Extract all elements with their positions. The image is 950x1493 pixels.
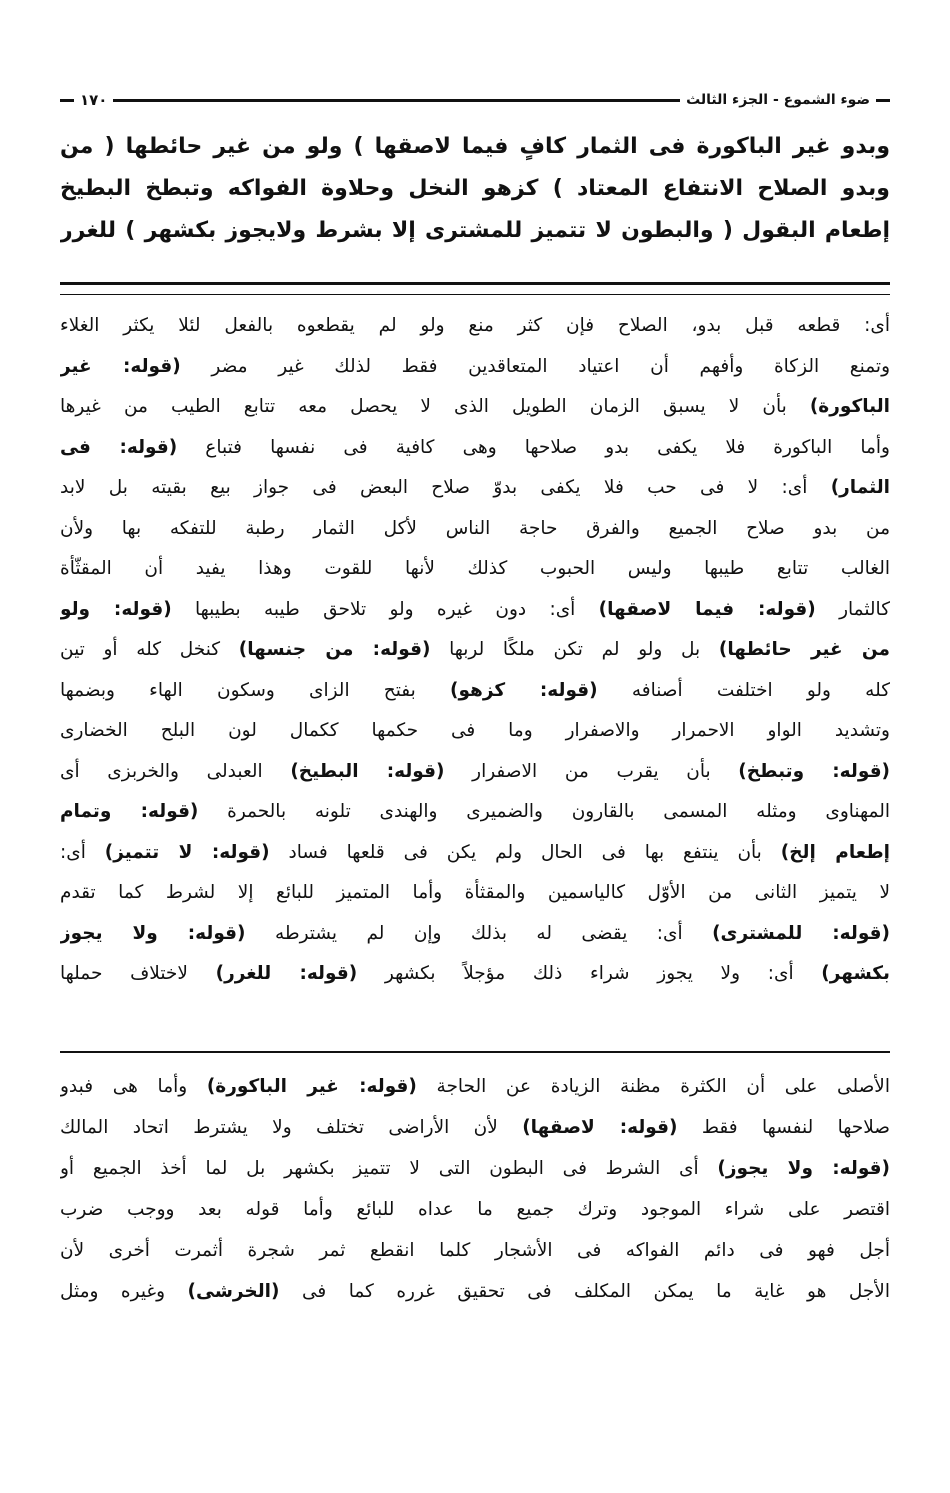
quoted-lemma: (قوله: للغرر)	[215, 963, 358, 984]
quoted-lemma: (قوله: للمشترى)	[712, 922, 890, 944]
quoted-lemma: الباكورة)	[809, 396, 890, 417]
quoted-lemma: (قوله: من جنسها)	[238, 639, 431, 660]
text-segment: بأن يقرب من الاصفرار	[444, 760, 739, 782]
text-segment: لاختلاف حملها	[60, 963, 216, 984]
text-segment: وغيره ومثل	[60, 1281, 188, 1302]
running-header	[60, 88, 890, 112]
text-segment: أى:	[60, 841, 105, 863]
quoted-lemma: (الخرشى)	[187, 1281, 280, 1302]
quoted-lemma: (قوله: وتمام	[60, 801, 199, 822]
text-line	[60, 711, 890, 752]
text-segment: صلاحها لنفسها فقط	[677, 1117, 890, 1138]
text-segment: بل ولو لم تكن ملكًا لربها	[430, 639, 719, 660]
text-line	[60, 428, 890, 469]
quoted-lemma: (قوله: ولا يجوز)	[717, 1158, 890, 1179]
text-line	[60, 126, 890, 168]
text-segment: أى: يقضى له بذلك وإن لم يشترطه	[245, 922, 713, 944]
text-segment: كالثمار	[815, 598, 890, 620]
text-line	[60, 873, 890, 914]
quoted-lemma: الثمار)	[830, 477, 890, 498]
text-line	[60, 1271, 890, 1312]
text-segment: وتشديد الواو الاحمرار والاصفرار وما فى حكمها ككمال لون البلح الخضارى	[60, 720, 890, 741]
text-segment: العبدلى والخربزى أى	[60, 760, 291, 782]
quoted-lemma: (قوله: فيما لاصقها)	[598, 598, 816, 620]
quoted-lemma: إطعام البقول ( والبطون لا تتميز للمشترى إلا بشرط ولايجوز بكشهر ) للغرر	[60, 218, 890, 243]
text-line	[60, 914, 890, 955]
text-segment: أجل فهو فى دائم الفواكه فى الأشجار كلما انقطع ثمر شجرة أثمرت أخرى لأن	[60, 1240, 890, 1261]
quoted-lemma: (قوله: غير	[60, 355, 181, 377]
text-segment: الغالب تتابع طيبها وليس الحبوب كذلك لأنها للقوت وهذا يفيد أن المقثّأة	[60, 558, 890, 579]
text-line	[60, 1189, 890, 1230]
quoted-lemma: (قوله: البطيخ)	[290, 760, 445, 782]
text-line	[60, 347, 890, 388]
text-segment: أى: ولا يجوز شراء ذلك مؤجلاً بكشهر	[357, 963, 822, 984]
matn-divider	[60, 282, 890, 295]
text-segment: بأن ينتفع بها فى الحال ولم يكن فى قلعها فساد	[269, 841, 781, 863]
text-segment: أى: دون غيره ولو تلاحق طيبه بطيبها	[171, 598, 599, 620]
text-segment: أى الشرط فى البطون التى لا تتميز بكشهر بل لما أخذ الجميع أو	[60, 1158, 718, 1179]
quoted-lemma: (قوله: ولو	[60, 598, 172, 620]
text-line	[60, 590, 890, 631]
text-line	[60, 1230, 890, 1271]
text-line	[60, 306, 890, 347]
quoted-lemma: (قوله: كزهو)	[450, 679, 598, 701]
text-line	[60, 1148, 890, 1189]
commentary-text	[60, 306, 890, 995]
header-rule	[60, 99, 74, 102]
quoted-lemma: وبدو الصلاح الانتفاع المعتاد ) كزهو النخل وحلاوة الفواكه وتبطخ البطيخ	[60, 176, 890, 201]
text-segment: من بدو صلاح الجميع والفرق حاجة الناس لأكل الثمار رطبة للتفكه بها ولأن	[60, 517, 890, 539]
text-line	[60, 210, 890, 252]
quoted-lemma: وبدو غير الباكورة فى الثمار كافٍ فيما لاصقها ) ولو من غير حائطها ( من	[60, 134, 890, 159]
text-segment: وأما الباكورة فلا يكفى بدو صلاحها وهى كافية فى نفسها فتباع	[177, 436, 890, 458]
text-line	[60, 1107, 890, 1148]
text-segment: لأن الأراضى تختلف ولا يشترط اتحاد المالك	[60, 1117, 523, 1138]
quoted-lemma: (قوله: ولا يجوز	[60, 922, 246, 944]
text-segment: كنخل كله أو تين	[60, 639, 239, 660]
text-line	[60, 833, 890, 874]
text-segment: الأصلى على أن الكثرة مظنة الزيادة عن الحاجة	[416, 1076, 890, 1097]
quoted-lemma: (قوله: فى	[60, 436, 178, 458]
text-segment: كله ولو اختلفت أصنافه	[597, 679, 890, 701]
quoted-lemma: بكشهر)	[821, 963, 890, 984]
matn-text	[60, 126, 890, 252]
text-segment: وأما هى فبدو	[60, 1076, 207, 1097]
quoted-lemma: (قوله: وتبطخ)	[738, 760, 890, 782]
header-rule	[876, 99, 890, 102]
quoted-lemma: إطعام إلخ)	[780, 841, 890, 863]
text-segment: بفتح الزاى وسكون الهاء وبضمها	[60, 679, 450, 701]
text-segment: وتمنع الزكاة وأفهم أن اعتياد المتعاقدين فقط لذلك غير مضر	[180, 355, 890, 377]
quoted-lemma: (قوله: لا تتميز)	[104, 841, 270, 863]
text-segment: الأجل هو غاية ما يمكن المكلف فى تحقيق غرره كما فى	[279, 1281, 890, 1302]
quoted-lemma: (قوله: غير الباكورة)	[206, 1076, 417, 1097]
text-line	[60, 549, 890, 590]
text-line	[60, 1066, 890, 1107]
footnote-divider	[60, 1051, 890, 1053]
text-line	[60, 168, 890, 210]
page-number: ١٧٠	[80, 91, 108, 109]
text-line	[60, 752, 890, 793]
text-line	[60, 387, 890, 428]
text-segment: أى: قطعه قبل بدو، الصلاح فإن كثر منع ولو لم يقطعوه بالفعل لئلا يكثر الغلاء	[60, 315, 890, 336]
text-segment: بأن لا يسبق الزمان الطويل الذى لا يحصل معه تتابع الطيب من غيرها	[60, 396, 810, 417]
quoted-lemma: من غير حائطها)	[718, 639, 890, 660]
text-segment: المهناوى ومثله المسمى بالقارون والضميرى والهندى تلونه بالحمرة	[198, 801, 890, 822]
text-line	[60, 468, 890, 509]
text-line	[60, 954, 890, 995]
quoted-lemma: (قوله: لاصقها)	[522, 1117, 678, 1138]
text-segment: اقتصر على شراء الموجود وترك جميع ما عداه للبائع وأما قوله بعد ووجب ضرب	[60, 1199, 890, 1220]
footnote-text	[60, 1066, 890, 1312]
text-line	[60, 630, 890, 671]
text-line	[60, 792, 890, 833]
running-title: ضوء الشموع - الجزء الثالث	[686, 92, 870, 108]
text-segment: أى: لا فى حب فلا يكفى بدوّ صلاح البعض فى جواز بيع بقيته بل لابد	[60, 477, 831, 498]
text-segment: لا يتميز الثانى من الأوّل كالياسمين والمقثأة وأما المتميز للبائع إلا لشرط كما تقدم	[60, 882, 890, 903]
text-line	[60, 671, 890, 712]
header-rule	[113, 99, 680, 102]
text-line	[60, 509, 890, 550]
